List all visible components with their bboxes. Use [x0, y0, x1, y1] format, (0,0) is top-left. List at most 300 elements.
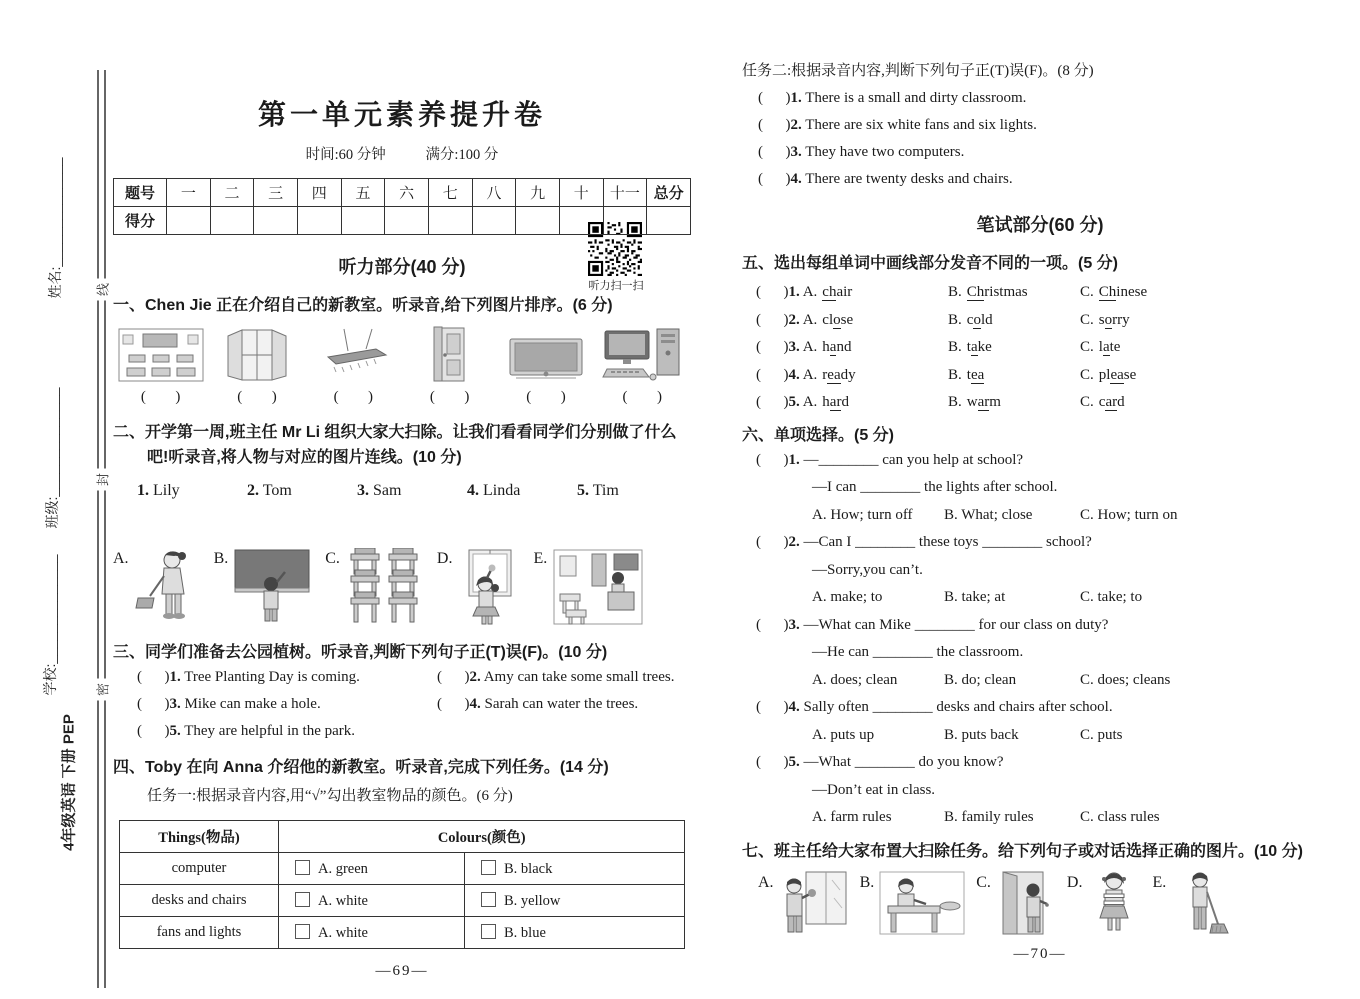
task2-item-1 — [758, 85, 1338, 112]
stem-line: Sally often ________ desks and chairs after school. — [803, 699, 1113, 715]
colour-option — [279, 853, 465, 885]
section1-option-light — [306, 327, 402, 406]
score-head-score: 得分 — [114, 207, 167, 235]
word-underlined: Ch — [966, 284, 985, 300]
score-table-question-row — [114, 179, 691, 207]
person-lily — [137, 482, 247, 500]
word-post: te — [1109, 339, 1121, 355]
tf-item-2 — [437, 664, 691, 691]
mc-item-4 — [756, 694, 1338, 749]
section4-task1: 任务一:根据录音内容,用“√”勾出教室物品的颜色。(6 分) — [147, 788, 513, 804]
option-letter: E. — [1152, 873, 1167, 891]
mc-stem — [756, 694, 1338, 722]
section5-rows — [742, 279, 1338, 417]
section7-option-b — [860, 870, 967, 936]
colour-label: B. blue — [504, 924, 546, 941]
name-number: 3. — [357, 482, 369, 499]
answer-bracket[interactable]: ( ) — [758, 171, 791, 187]
answer-bracket[interactable]: ( ) — [758, 144, 791, 160]
full-marks: 满分:100 分 — [425, 147, 499, 163]
option-letter: E. — [533, 550, 548, 567]
mc-options — [812, 584, 1338, 612]
mc-option-c: C. take; to — [1080, 589, 1143, 605]
checkbox-desks-a[interactable] — [295, 892, 310, 907]
score-cell[interactable] — [385, 207, 429, 235]
phonics-row-1 — [756, 279, 1338, 307]
item-number: 1. — [790, 90, 802, 106]
section2-option-b — [214, 548, 312, 624]
blackboard-image — [506, 333, 586, 383]
item-text: They have two computers. — [805, 144, 965, 160]
boy-wiping-window-image — [778, 870, 850, 936]
score-col: 四 — [297, 179, 341, 207]
word-underlined: a — [829, 339, 837, 355]
score-table — [113, 178, 691, 235]
seal-line-divider — [97, 70, 106, 988]
colours-row-fans — [120, 917, 685, 949]
name-text: Tom — [262, 482, 292, 499]
section4-title: 四、Toby 在向 Anna 介绍他的新教室。听录音,完成下列任务。(14 分) — [113, 759, 609, 776]
word-post: d — [1117, 394, 1125, 410]
word-pre: cl — [822, 311, 834, 328]
section3-items — [137, 664, 691, 745]
name-text: Sam — [373, 482, 402, 499]
section7-title: 七、班主任给大家布置大扫除任务。给下列句子或对话选择正确的图片。(10 分) — [742, 842, 1303, 860]
answer-bracket[interactable]: ( ) — [429, 389, 471, 405]
section7-picture-row — [758, 870, 1338, 936]
phonics-b — [948, 279, 1080, 307]
item-number: 3. — [788, 339, 800, 355]
item-number: 4. — [788, 699, 800, 715]
phonics-b — [948, 307, 1080, 335]
item-number: 4. — [788, 366, 800, 383]
answer-bracket[interactable]: ( ) — [526, 389, 567, 405]
item-text: Sarah can water the trees. — [484, 696, 639, 712]
phonics-a — [756, 279, 948, 307]
checkbox-desks-b[interactable] — [481, 892, 496, 907]
mc-stem-line2: —Sorry,you can’t. — [812, 561, 923, 578]
item-number: 3. — [788, 616, 800, 633]
checkbox-computer-a[interactable] — [295, 860, 310, 875]
answer-bracket[interactable]: ( ) — [756, 451, 789, 468]
mc-stem — [756, 447, 1338, 475]
colour-label: A. white — [318, 892, 368, 909]
phonics-row-4 — [756, 362, 1338, 390]
answer-bracket[interactable]: ( ) — [437, 696, 470, 712]
stem-line: —Can I ________ these toys ________ school? — [803, 534, 1092, 550]
score-cell[interactable] — [472, 207, 516, 235]
name-text: Lily — [153, 482, 180, 499]
score-col: 一 — [167, 179, 211, 207]
section1-image-row — [113, 325, 691, 406]
girl-sweeping-image — [134, 548, 200, 624]
colours-table — [119, 820, 685, 949]
mc-option-c: C. puts — [1080, 726, 1123, 743]
seal-char-mi: 密 — [93, 679, 112, 701]
score-cell[interactable] — [516, 207, 560, 235]
word-underlined: ch — [822, 284, 837, 300]
answer-bracket[interactable]: ( ) — [137, 723, 170, 739]
mc-item-5 — [756, 749, 1338, 832]
person-sam — [357, 482, 467, 500]
mc-options — [812, 667, 1338, 695]
word-underlined: ea — [827, 366, 841, 383]
item-text: There are twenty desks and chairs. — [805, 171, 1013, 187]
stem-line: —What can Mike ________ for our class on duty? — [803, 616, 1109, 633]
section7-option-e — [1152, 870, 1230, 936]
task2-items — [758, 85, 1338, 193]
checkbox-fans-a[interactable] — [295, 924, 310, 939]
word-pre: r — [822, 366, 828, 383]
word-underlined: o — [833, 311, 841, 328]
name-text: Linda — [483, 482, 521, 499]
girl-sweeping-broom-image — [1170, 870, 1230, 936]
phonics-c — [1080, 362, 1136, 390]
score-cell[interactable] — [603, 207, 647, 235]
word-pre: t — [966, 366, 971, 383]
answer-bracket[interactable]: ( ) — [756, 534, 789, 550]
colour-option — [279, 885, 465, 917]
word-pre: s — [1098, 311, 1105, 328]
section2-option-a — [113, 548, 200, 624]
word-underlined: ar — [977, 394, 990, 410]
option-letter: C. — [976, 873, 991, 891]
class-field-label: 班级:______________ — [44, 387, 60, 529]
phonics-c — [1080, 334, 1120, 362]
checkbox-computer-b[interactable] — [481, 860, 496, 875]
mc-option-c: C. does; cleans — [1080, 671, 1171, 688]
answer-bracket[interactable]: ( ) — [237, 389, 278, 405]
answer-bracket[interactable]: ( ) — [756, 616, 789, 633]
score-cell[interactable] — [167, 207, 211, 235]
item-text: There are six white fans and six lights. — [805, 117, 1037, 133]
word-post: rry — [1112, 311, 1130, 328]
mc-stem-line2: —I can ________ the lights after school. — [812, 479, 1058, 495]
item-number: 2. — [788, 311, 800, 328]
mc-option-b: B. do; clean — [944, 671, 1017, 688]
stem-line: —What ________ do you know? — [803, 754, 1004, 770]
phonics-a — [756, 307, 948, 335]
word-post: ristmas — [984, 284, 1028, 300]
option-letter: B. — [948, 366, 962, 383]
colour-label: B. yellow — [504, 892, 561, 909]
thing-name: computer — [120, 853, 279, 885]
option-letter: B. — [213, 550, 229, 567]
mc-options — [812, 804, 1338, 832]
phonics-a — [756, 334, 948, 362]
tf-item-3 — [137, 691, 437, 718]
mc-item-1 — [756, 447, 1338, 530]
option-letter: A. — [802, 311, 818, 328]
section2-option-e — [533, 548, 644, 626]
task2-item-2 — [758, 112, 1338, 139]
item-number: 2. — [469, 669, 481, 685]
item-number: 1. — [788, 451, 800, 468]
option-letter: A. — [802, 394, 818, 410]
word-underlined: ar — [829, 394, 842, 410]
word-pre: w — [966, 394, 978, 410]
mc-option-a: A. puts up — [812, 726, 875, 743]
score-cell[interactable] — [297, 207, 341, 235]
answer-bracket[interactable]: ( ) — [756, 394, 789, 410]
phonics-row-5 — [756, 389, 1338, 417]
classroom-image — [117, 327, 205, 383]
colours-header: Colours(颜色) — [279, 821, 685, 853]
word-post: inese — [1116, 284, 1148, 300]
section2-title: 二、开学第一周,班主任 Mr Li 组织大家大扫除。让我们看看同学们分别做了什么吧!听录音,将人物与对应的图片连线。(10 分) — [113, 424, 677, 466]
task2-item-3 — [758, 139, 1338, 166]
score-cell[interactable] — [341, 207, 385, 235]
item-text: Amy can take some small trees. — [483, 669, 675, 685]
seal-char-xian: 线 — [93, 279, 112, 301]
paper-title: 第一单元素养提升卷 — [257, 100, 546, 131]
answer-bracket[interactable]: ( ) — [437, 669, 470, 685]
listening-part-header: 听力部分(40 分) — [338, 257, 466, 277]
section1-option-classroom — [113, 327, 209, 406]
option-letter: D. — [436, 550, 453, 567]
option-letter: C. — [1080, 394, 1094, 410]
section1-option-blackboard — [498, 333, 594, 406]
mc-option-b: B. What; close — [944, 506, 1033, 523]
section2-option-d — [437, 548, 520, 626]
item-number: 1. — [788, 284, 800, 300]
colour-option — [465, 917, 685, 949]
item-number: 4. — [469, 696, 481, 712]
score-col: 八 — [472, 179, 516, 207]
word-underlined: o — [1104, 311, 1113, 328]
score-col: 六 — [385, 179, 429, 207]
option-letter: C. — [1080, 284, 1094, 300]
qr-caption: 听力扫一扫 — [588, 280, 644, 292]
mc-option-a: A. make; to — [812, 589, 883, 605]
item-number: 5. — [788, 754, 800, 770]
name-number: 5. — [577, 482, 589, 499]
option-letter: A. — [758, 873, 774, 891]
thing-name: fans and lights — [120, 917, 279, 949]
section3-title: 三、同学们准备去公园植树。听录音,判断下列句子正(T)误(F)。(10 分) — [113, 644, 608, 661]
option-letter: B. — [948, 339, 962, 355]
option-letter: C. — [1080, 311, 1094, 328]
thing-name: desks and chairs — [120, 885, 279, 917]
time-limit: 时间:60 分钟 — [305, 147, 386, 163]
item-text: They are helpful in the park. — [184, 723, 355, 739]
item-number: 3. — [169, 696, 181, 712]
school-field-label: 学校:______________ — [42, 554, 58, 696]
word-post: se — [1123, 366, 1137, 383]
answer-bracket[interactable]: ( ) — [756, 311, 789, 328]
answer-bracket[interactable]: ( ) — [756, 699, 789, 715]
colour-label: B. black — [504, 860, 553, 877]
person-tom — [247, 482, 357, 500]
word-underlined: o — [973, 311, 981, 328]
person-linda — [467, 482, 577, 500]
seal-char-feng: 封 — [93, 469, 112, 491]
phonics-b — [948, 389, 1080, 417]
mc-option-c: C. class rules — [1080, 809, 1160, 825]
word-post: dy — [840, 366, 856, 383]
section1-title: 一、Chen Jie 正在介绍自己的新教室。听录音,给下列图片排序。(6 分) — [113, 297, 613, 314]
item-number: 5. — [788, 394, 800, 410]
section2-option-c — [325, 548, 423, 626]
score-col-total: 总分 — [647, 179, 691, 207]
score-cell[interactable] — [647, 207, 691, 235]
boy-closing-door-image — [995, 870, 1057, 936]
things-header: Things(物品) — [120, 821, 279, 853]
option-letter: A. — [802, 339, 818, 355]
phonics-b — [948, 334, 1080, 362]
option-letter: B. — [948, 394, 962, 410]
colour-label: A. green — [318, 860, 368, 877]
section7-option-d — [1067, 870, 1143, 936]
option-letter: B. — [859, 873, 875, 891]
section1-option-door — [402, 325, 498, 406]
mc-option-b: B. puts back — [944, 726, 1019, 743]
stacked-desks-image — [345, 548, 423, 626]
stem-line: —________ can you help at school? — [803, 451, 1024, 468]
word-post: air — [836, 284, 853, 300]
score-table-score-row — [114, 207, 691, 235]
name-number: 4. — [467, 482, 479, 499]
item-number: 1. — [169, 669, 181, 685]
option-letter: A. — [113, 550, 129, 567]
word-post: ld — [980, 311, 993, 328]
section2-picture-row — [113, 548, 691, 626]
section1-option-windows — [209, 327, 305, 406]
mc-stem — [756, 612, 1338, 640]
name-text: Tim — [592, 482, 619, 499]
tf-item-1 — [137, 664, 437, 691]
mc-stem-line2: —Don’t eat in class. — [812, 781, 936, 798]
page-69 — [113, 85, 691, 980]
word-underlined: ea — [1110, 366, 1124, 383]
item-text: Mike can make a hole. — [184, 696, 321, 712]
item-text: Tree Planting Day is coming. — [184, 669, 360, 685]
word-post: m — [989, 394, 1001, 410]
section2-names-row — [137, 482, 691, 500]
score-col: 七 — [428, 179, 472, 207]
option-letter: D. — [1066, 873, 1083, 891]
boy-writing-blackboard-image — [233, 548, 311, 624]
word-pre: c — [966, 311, 974, 328]
phonics-b — [948, 362, 1080, 390]
answer-bracket[interactable]: ( ) — [756, 754, 789, 770]
name-number: 2. — [247, 482, 259, 499]
colours-row-computer — [120, 853, 685, 885]
phonics-a — [756, 389, 948, 417]
answer-bracket[interactable]: ( ) — [756, 339, 789, 355]
book-edition-label: 4年级英语 下册 PEP — [60, 714, 78, 851]
colour-option — [465, 853, 685, 885]
phonics-row-3 — [756, 334, 1338, 362]
item-number: 5. — [169, 723, 181, 739]
tf-item-5 — [137, 718, 437, 745]
answer-bracket[interactable]: ( ) — [622, 389, 664, 405]
option-letter: A. — [802, 284, 818, 300]
section7-option-c — [976, 870, 1057, 936]
option-letter: C. — [1080, 339, 1094, 355]
task2-item-4 — [758, 166, 1338, 193]
score-col: 九 — [516, 179, 560, 207]
page-70 — [742, 58, 1338, 963]
word-post: nd — [836, 339, 852, 355]
item-number: 4. — [790, 171, 802, 187]
colour-option — [465, 885, 685, 917]
windows-image — [222, 327, 292, 383]
phonics-row-2 — [756, 307, 1338, 335]
score-col: 十一 — [603, 179, 647, 207]
mc-option-a: A. farm rules — [812, 809, 892, 825]
score-cell[interactable] — [210, 207, 254, 235]
word-underlined: Ch — [1098, 284, 1117, 300]
girl-cleaning-desk-image — [878, 870, 966, 936]
answer-bracket[interactable]: ( ) — [756, 366, 789, 383]
answer-bracket[interactable]: ( ) — [758, 90, 791, 106]
mc-options — [812, 722, 1338, 750]
mc-option-b: B. take; at — [944, 589, 1006, 605]
item-text: There is a small and dirty classroom. — [805, 90, 1027, 106]
page-number-right: —70— — [1013, 945, 1067, 962]
checkbox-fans-b[interactable] — [481, 924, 496, 939]
word-pre: c — [1098, 394, 1106, 410]
option-letter: C. — [1080, 366, 1094, 383]
word-underlined: a — [970, 339, 978, 355]
option-letter: B. — [948, 284, 962, 300]
answer-bracket[interactable]: ( ) — [758, 117, 791, 133]
person-tim — [577, 482, 687, 500]
answer-bracket[interactable]: ( ) — [137, 669, 170, 685]
item-number: 3. — [790, 144, 802, 160]
word-underlined: ea — [970, 366, 985, 383]
score-cell[interactable] — [559, 207, 603, 235]
score-cell[interactable] — [428, 207, 472, 235]
phonics-c — [1080, 307, 1130, 335]
word-pre: h — [822, 394, 830, 410]
phonics-c — [1080, 389, 1125, 417]
mc-options — [812, 502, 1338, 530]
name-number: 1. — [137, 482, 149, 499]
mc-stem — [756, 529, 1338, 557]
door-image — [428, 325, 472, 383]
word-post: ke — [977, 339, 992, 355]
score-col: 二 — [210, 179, 254, 207]
option-letter: C. — [325, 550, 340, 567]
word-post: d — [841, 394, 849, 410]
phonics-c — [1080, 279, 1147, 307]
option-letter: B. — [948, 311, 962, 328]
score-col: 五 — [341, 179, 385, 207]
mc-option-a: A. does; clean — [812, 671, 898, 688]
item-number: 2. — [790, 117, 802, 133]
score-col: 三 — [254, 179, 298, 207]
girl-cleaning-window-image — [457, 548, 519, 626]
mc-item-3 — [756, 612, 1338, 695]
mc-option-c: C. How; turn on — [1080, 506, 1178, 523]
mc-option-b: B. family rules — [944, 809, 1034, 825]
score-cell[interactable] — [254, 207, 298, 235]
paper-meta — [113, 143, 691, 164]
answer-bracket[interactable]: ( ) — [137, 696, 170, 712]
mc-stem-line2: —He can ________ the classroom. — [812, 644, 1024, 660]
answer-bracket[interactable]: ( ) — [140, 389, 182, 405]
score-col: 十 — [559, 179, 603, 207]
word-pre: h — [822, 339, 830, 355]
section1-option-computer — [595, 325, 691, 406]
answer-bracket[interactable]: ( ) — [333, 389, 375, 405]
item-number: 2. — [788, 534, 800, 550]
word-underlined: ar — [1105, 394, 1118, 410]
colour-label: A. white — [318, 924, 368, 941]
answer-bracket[interactable]: ( ) — [756, 284, 789, 300]
